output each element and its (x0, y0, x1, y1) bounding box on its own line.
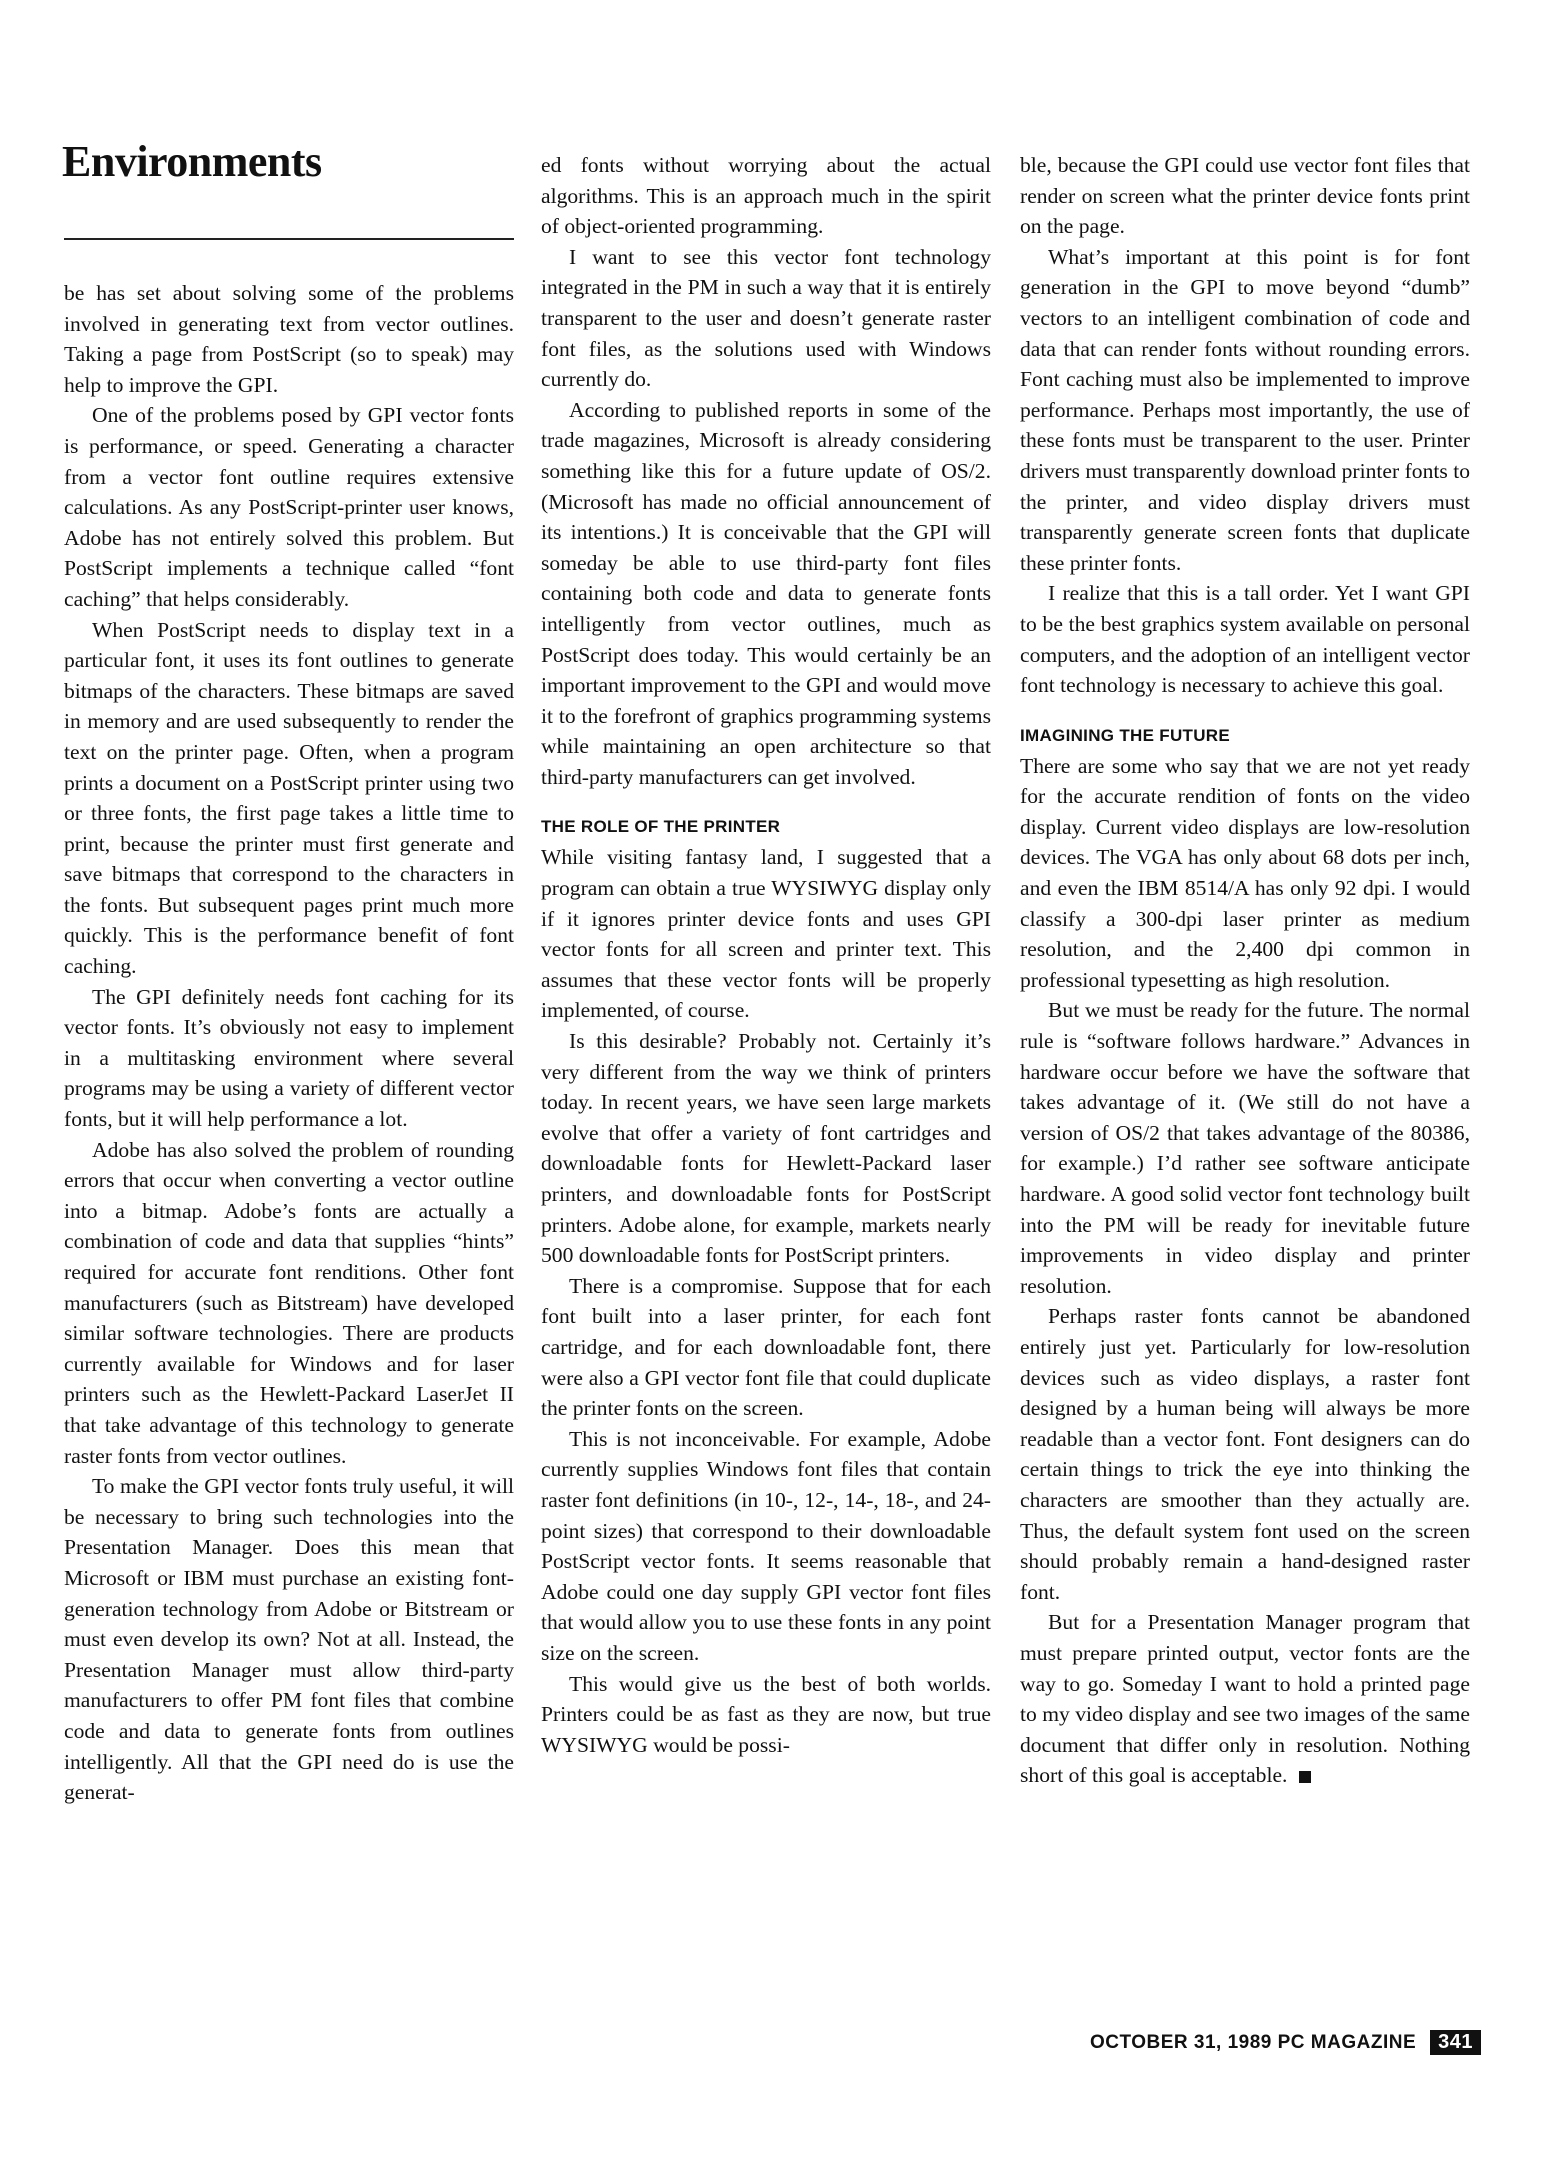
paragraph: ble, because the GPI could use vector font files that render on screen what the printer device fonts print on the page. (1020, 153, 1470, 239)
paragraph: According to published reports in some of the trade magazines, Microsoft is already considering something like this for a future update of OS/2. (Microsoft has made no official announcement of its intentions.) It is conceivable that the GPI will someday be able to use third-party font files containing both code and data to generate fonts intelligently from vector outlines, much as PostScript does today. This would certainly be an important improvement to the GPI and would move it to the forefront of graphics programming systems while maintaining an open architecture so that third-party manufacturers can get involved. (541, 397, 991, 789)
subheading-role-of-printer: THE ROLE OF THE PRINTER (541, 817, 781, 837)
title-rule (64, 238, 514, 240)
paragraph: One of the problems posed by GPI vector fonts is performance, or speed. Generating a character from a vector font outline requires extensive calculations. As any PostScript-printer user knows, Adobe has not entirely solved this problem. But PostScript implements a technique called “font caching” that helps considerably. (64, 403, 514, 611)
paragraph: When PostScript needs to display text in a particular font, it uses its font outlines to generate bitmaps of the characters. These bitmaps are saved in memory and are used subsequently to render the text on the printer page. Often, when a program prints a document on a PostScript printer using two or three fonts, the first page takes a little time to print, because the printer must first generate and save bitmaps that correspond to the characters in the fonts. But subsequent pages print much more quickly. This is the performance benefit of font caching. (64, 617, 514, 979)
end-mark-icon (1299, 1771, 1311, 1783)
paragraph: I want to see this vector font technology integrated in the PM in such a way that it is entirely transparent to the user and doesn’t generate raster font files, as the solutions used with Windows currently do. (541, 244, 991, 392)
paragraph-final-text: But for a Presentation Manager program that must prepare printed output, vector fonts are the way to go. Someday I want to hold a printed page to my video display and see two images of the same document that differ only in resolution. Nothing short of this goal is acceptable. (1020, 1610, 1470, 1788)
paragraph: The GPI definitely needs font caching for its vector fonts. It’s obviously not easy to implement in a multitasking environment where several programs may be using a variety of different vector fonts, but it will help performance a lot. (64, 984, 514, 1132)
paragraph: To make the GPI vector fonts truly useful, it will be necessary to bring such technologies into the Presentation Manager. Does this mean that Microsoft or IBM must purchase an existing font-generation technology from Adobe or Bitstream or must even develop its own? Not at all. Instead, the Presentation Manager must allow third-party manufacturers to offer PM font files that combine code and data to generate fonts from outlines intelligently. All that the GPI need do is use the generat- (64, 1474, 514, 1805)
paragraph: ed fonts without worrying about the actual algorithms. This is an approach much in the spirit of object-oriented programming. (541, 153, 991, 239)
paragraph: Is this desirable? Probably not. Certainly it’s very different from the way we think of printers today. In recent years, we have seen large markets evolve that offer a variety of font cartridges and downloadable fonts for Hewlett-Packard laser printers, and downloadable fonts for PostScript printers. Adobe alone, for example, markets nearly 500 downloadable fonts for PostScript printers. (541, 1029, 991, 1268)
column-1 (64, 278, 514, 1808)
column-3 (1020, 150, 1470, 1791)
paragraph: What’s important at this point is for font generation in the GPI to move beyond “dumb” vectors to an intelligent combination of code and data that can render fonts without rounding errors. Font caching must also be implemented to improve performance. Perhaps most importantly, the use of these fonts must be transparent to the user. Printer drivers must transparently download printer fonts to the printer, and video display drivers must transparently generate screen fonts that duplicate these printer fonts. (1020, 244, 1470, 575)
paragraph: There are some who say that we are not yet ready for the accurate rendition of fonts on the video display. Current video displays are low-resolution devices. The VGA has only about 68 dots per inch, and even the IBM 8514/A has only 92 dpi. I would classify a 300-dpi laser printer as medium resolution, and the 2,400 dpi common in professional typesetting as high resolution. (1020, 753, 1470, 992)
paragraph: I realize that this is a tall order. Yet I want GPI to be the best graphics system available on personal computers, and the adoption of an intelligent vector font technology is necessary to achieve this goal. (1020, 581, 1470, 698)
paragraph: There is a compromise. Suppose that for each font built into a laser printer, for each font cartridge, and for each downloadable font, there were also a GPI vector font file that could duplicate the printer fonts on the screen. (541, 1273, 991, 1421)
paragraph: This would give us the best of both worlds. Printers could be as fast as they are now, but true WYSIWYG would be possi- (541, 1671, 991, 1757)
paragraph: But we must be ready for the future. The normal rule is “software follows hardware.” Advances in hardware occur before we have the software that takes advantage of it. (We still do not have a version of OS/2 that takes advantage of the 80386, for example.) I’d rather see software anticipate hardware. A good solid vector font technology built into the PM will be ready for inevitable future improvements in video display and printer resolution. (1020, 998, 1470, 1298)
paragraph: Adobe has also solved the problem of rounding errors that occur when converting a vector outline into a bitmap. Adobe’s fonts are actually a combination of code and data that supplies “hints” required for accurate font renditions. Other font manufacturers (such as Bitstream) have developed similar software technologies. There are products currently available for Windows and for laser printers such as the Hewlett-Packard LaserJet II that take advantage of this technology to generate raster fonts from vector outlines. (64, 1137, 514, 1468)
paragraph: be has set about solving some of the problems involved in generating text from vector outlines. Taking a page from PostScript (so to speak) may help to improve the GPI. (64, 281, 514, 397)
paragraph: While visiting fantasy land, I suggested that a program can obtain a true WYSIWYG display only if it ignores printer device fonts and uses GPI vector fonts for all screen and printer text. This assumes that these vector fonts will be properly implemented, of course. (541, 845, 991, 1023)
page-footer (1090, 2030, 1481, 2055)
page-number: 341 (1430, 2030, 1481, 2055)
paragraph: This is not inconceivable. For example, Adobe currently supplies Windows font files that contain raster font definitions (in 10-, 12-, 14-, 18-, and 24- point sizes) that correspond to their downloadable PostScript vector fonts. It seems reasonable that Adobe could one day supply GPI vector font files that would allow you to use these fonts in any point size on the screen. (541, 1426, 991, 1665)
footer-date-publication: OCTOBER 31, 1989 PC MAGAZINE (1089, 2031, 1417, 2053)
column-2 (541, 150, 991, 1760)
subheading-imagining-future: IMAGINING THE FUTURE (1020, 725, 1230, 745)
section-title: Environments (62, 137, 322, 186)
paragraph: Perhaps raster fonts cannot be abandoned entirely just yet. Particularly for low-resolution devices such as video displays, a raster font designed by a human being will always be more readable than a vector font. Font designers can do certain things to trick the eye into thinking the characters are smoother than they actually are. Thus, the default system font used on the screen should probably remain a hand-designed raster font. (1020, 1304, 1470, 1604)
paragraph-final (1020, 1607, 1470, 1791)
